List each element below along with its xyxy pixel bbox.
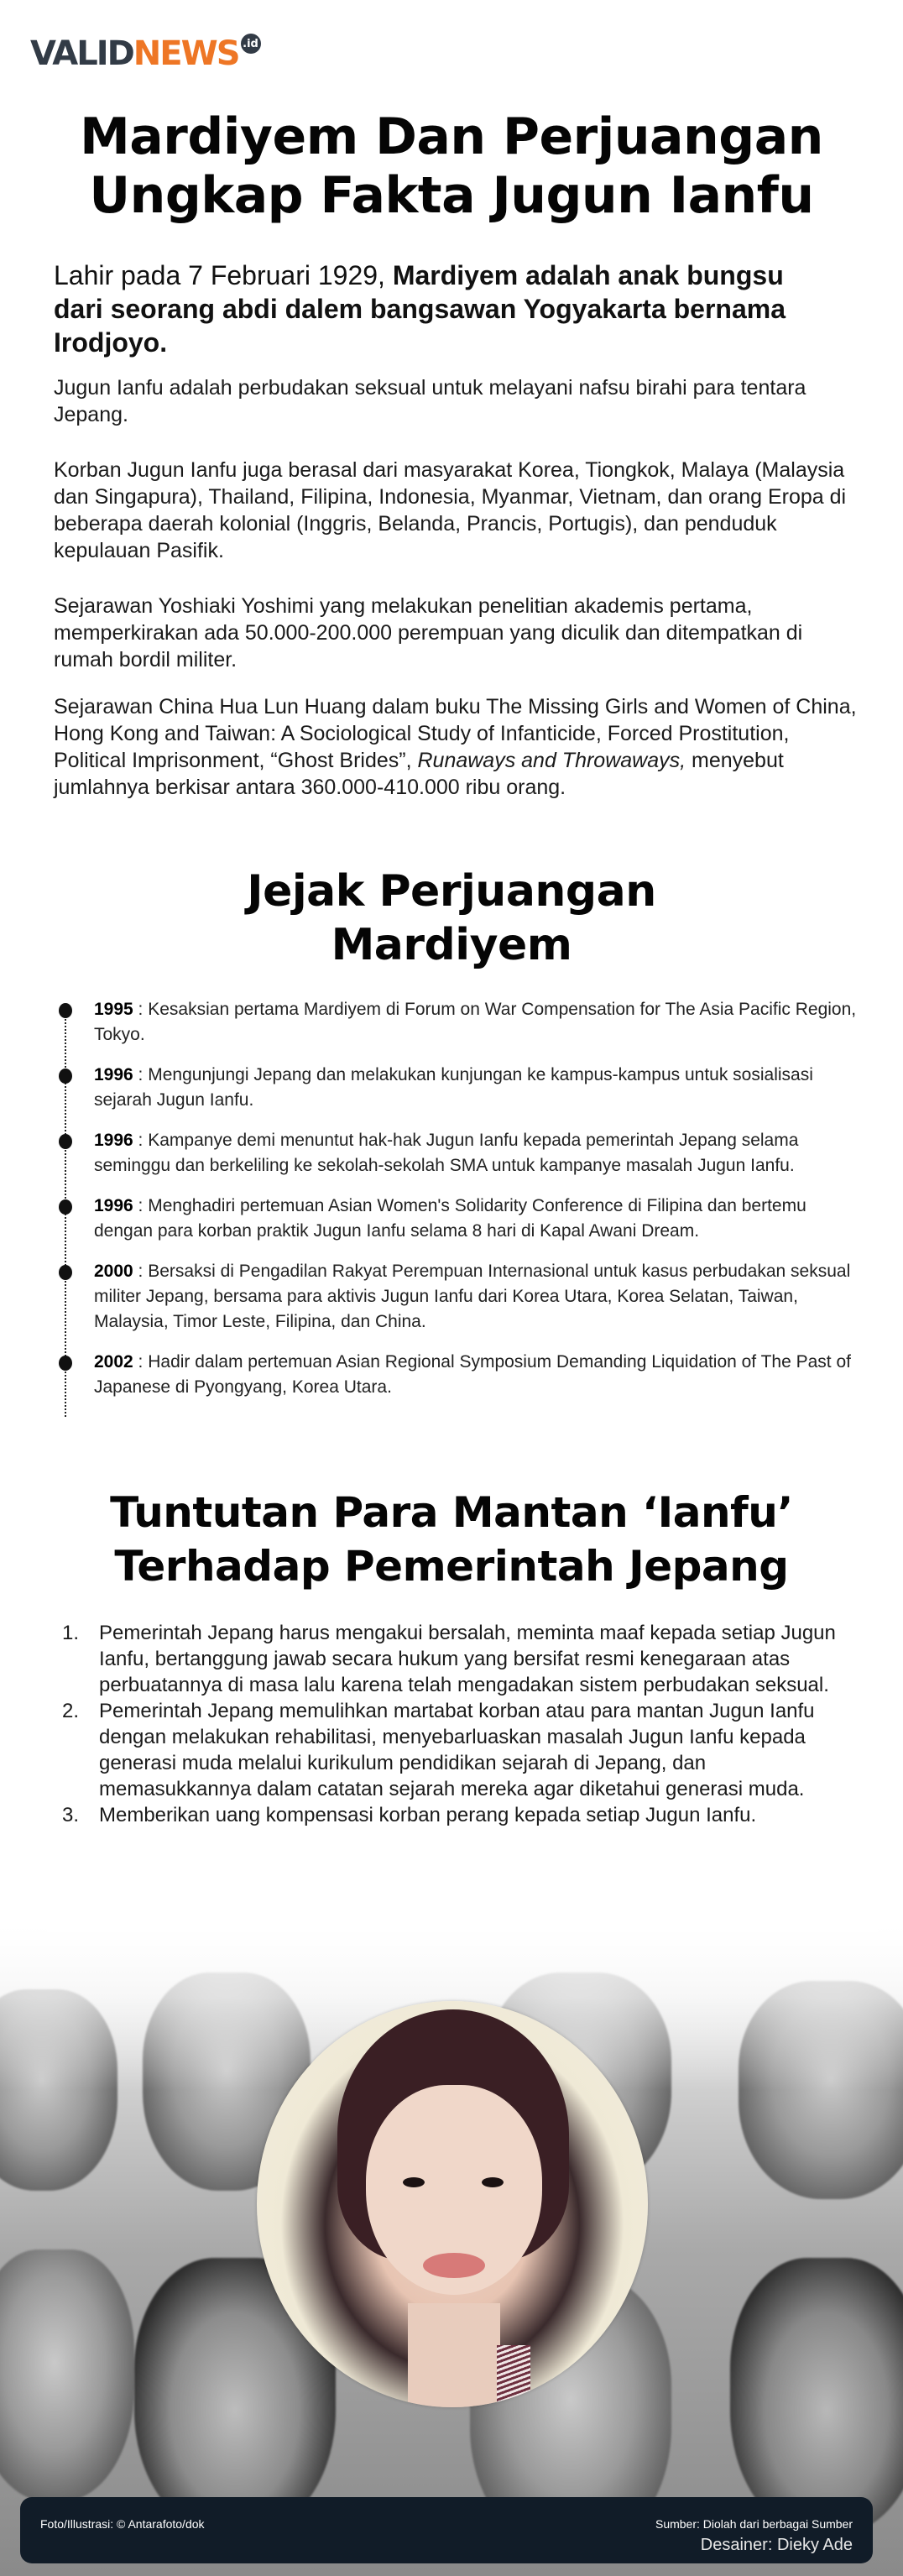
validnews-logo[interactable]: [30, 34, 261, 73]
timeline-year: 1995: [94, 1000, 133, 1019]
portrait-collar: [497, 2345, 530, 2407]
timeline-separator: :: [133, 1000, 149, 1019]
demand-text: Memberikan uang kompensasi korban perang kepada setiap Jugun Ianfu.: [99, 1804, 757, 1826]
timeline: [54, 997, 859, 1415]
timeline-item-2002: [54, 1350, 859, 1400]
credits-footer: [20, 2497, 873, 2563]
timeline-separator: :: [133, 1065, 149, 1084]
victim-photo: [0, 2249, 134, 2501]
mardiyem-portrait: [257, 2001, 648, 2407]
portrait-eye-left: [403, 2177, 425, 2187]
huang-text-b: menyebut jumlahnya berkisar antara 360.000-410.000 ribu orang.: [54, 749, 784, 799]
lead-bold-text: Mardiyem adalah anak bungsu dari seorang abdi dalem bangsawan Yogyakarta bernama Irodjoyo.: [54, 260, 786, 358]
portrait-neck: [408, 2303, 500, 2407]
timeline-text: Kampanye demi menuntut hak-hak Jugun Ianfu kepada pemerintah Jepang selama seminggu dan berkeliling ke sekolah-sekolah SMA untuk kampanye masalah Jugun Ianfu.: [94, 1131, 799, 1175]
demand-text: Pemerintah Jepang memulihkan martabat korban atau para mantan Jugun Ianfu dengan melakukan rehabilitasi, menyebarluaskan masalah Jugun Ianfu kepada generasi muda melalui kurikulum pendidikan sejarah di Jepang, dan memasukkannya dalam catatan sejarah mereka agar diketahui generasi muda.: [99, 1700, 815, 1800]
timeline-year: 2000: [94, 1262, 133, 1281]
huang-text-italic: Runaways and Throwaways,: [417, 749, 686, 772]
logo-id-badge: .id: [241, 34, 261, 54]
timeline-text: Mengunjungi Jepang dan melakukan kunjungan ke kampus-kampus untuk sosialisasi sejarah Jugun Ianfu.: [94, 1065, 813, 1110]
portrait-lips: [423, 2253, 485, 2278]
timeline-item-1996-c: [54, 1194, 859, 1244]
demands-list: [62, 1620, 851, 1828]
timeline-text: Bersaksi di Pengadilan Rakyat Perempuan Internasional untuk kasus perbudakan seksual militer Jepang, bersama para aktivis Jugun Ianfu dari Korea Utara, Korea Selatan, Taiwan, Malaysia, Timor Leste, Filipina, dan China.: [94, 1262, 851, 1331]
source-credit: Sumber: Diolah dari berbagai Sumber: [655, 2517, 853, 2531]
logo-news-text: NEWS: [133, 34, 239, 73]
demand-item-2: [62, 1698, 851, 1802]
demands-heading: [0, 1486, 903, 1593]
designer-credit: Desainer: Dieky Ade: [700, 2536, 853, 2554]
lead-paragraph: [54, 259, 809, 359]
timeline-separator: :: [133, 1352, 149, 1372]
timeline-bullet-icon: [59, 1356, 72, 1371]
paragraph-huang-estimate: [54, 693, 859, 801]
timeline-year: 1996: [94, 1065, 133, 1084]
timeline-item-1995: [54, 997, 859, 1048]
huang-text-a: Sejarawan China Hua Lun Huang dalam buku The Missing Girls and Women of China, Hong Kong and Taiwan: A Sociological Study of Infanticide, Forced Prostitution, Political Imprisonment, “Ghost Brides”,: [54, 695, 857, 772]
demand-number: 1.: [62, 1622, 80, 1644]
timeline-text: Kesaksian pertama Mardiyem di Forum on War Compensation for The Asia Pacific Region, Tokyo.: [94, 1000, 857, 1044]
lead-light-text: Lahir pada 7 Februari 1929,: [54, 260, 393, 290]
timeline-heading: [0, 865, 903, 972]
demand-number: 3.: [62, 1804, 80, 1826]
page-title-line-1: Mardiyem Dan Perjuangan: [80, 107, 823, 166]
paragraph-victims-origin: Korban Jugun Ianfu juga berasal dari masyarakat Korea, Tiongkok, Malaya (Malaysia dan Singapura), Thailand, Filipina, Indonesia, Myanmar, Vietnam, dan orang Eropa di beberapa daerah kolonial (Inggris, Belanda, Prancis, Portugis), dan penduduk kepulauan Pasifik.: [54, 458, 847, 562]
timeline-heading-line-2: Mardiyem: [331, 920, 572, 970]
timeline-separator: :: [133, 1131, 149, 1150]
timeline-item-1996-a: [54, 1063, 859, 1113]
paragraph-yoshimi-estimate: Sejarawan Yoshiaki Yoshimi yang melakukan penelitian akademis pertama, memperkirakan ada 50.000-200.000 perempuan yang diculik dan ditempatkan di rumah bordil militer.: [54, 594, 803, 671]
timeline-separator: :: [133, 1196, 149, 1215]
paragraph-definition: Jugun Ianfu adalah perbudakan seksual untuk melayani nafsu birahi para tentara Jepang.: [54, 376, 806, 426]
timeline-text: Menghadiri pertemuan Asian Women's Solidarity Conference di Filipina dan bertemu dengan para korban praktik Jugun Ianfu selama 8 hari di Kapal Awani Dream.: [94, 1196, 806, 1241]
demand-text: Pemerintah Jepang harus mengakui bersalah, meminta maaf kepada setiap Jugun Ianfu, bertanggung jawab secara hukum yang bersifat resmi kenegaraan atas perbuatannya di masa lalu karena telah mengadakan sistem perbudakan seksual.: [99, 1622, 836, 1696]
timeline-item-1996-b: [54, 1128, 859, 1178]
demand-item-3: [62, 1802, 851, 1828]
timeline-bullet-icon: [59, 1069, 72, 1084]
demand-item-1: [62, 1620, 851, 1698]
portrait-eye-right: [482, 2177, 504, 2187]
demands-backing: [47, 1880, 878, 1932]
page-title: [0, 107, 903, 225]
page-title-line-2: Ungkap Fakta Jugun Ianfu: [89, 166, 814, 225]
timeline-heading-line-1: Jejak Perjuangan: [247, 866, 656, 917]
timeline-bullet-icon: [59, 1003, 72, 1018]
timeline-bullet-icon: [59, 1199, 72, 1215]
victim-photo: [730, 2258, 903, 2535]
timeline-item-2000: [54, 1259, 859, 1335]
demand-number: 2.: [62, 1700, 80, 1722]
demands-heading-line-2: Terhadap Pemerintah Jepang: [114, 1542, 789, 1591]
timeline-year: 2002: [94, 1352, 133, 1372]
timeline-bullet-icon: [59, 1134, 72, 1149]
timeline-year: 1996: [94, 1131, 133, 1150]
timeline-year: 1996: [94, 1196, 133, 1215]
timeline-separator: :: [133, 1262, 149, 1281]
photo-credit: Foto/Illustrasi: © Antarafoto/dok: [40, 2517, 205, 2531]
logo-valid-text: VALID: [30, 34, 133, 73]
timeline-bullet-icon: [59, 1265, 72, 1280]
timeline-text: Hadir dalam pertemuan Asian Regional Symposium Demanding Liquidation of The Past of Japanese di Pyongyang, Korea Utara.: [94, 1352, 851, 1397]
demands-heading-line-1: Tuntutan Para Mantan ‘Ianfu’: [110, 1488, 793, 1537]
